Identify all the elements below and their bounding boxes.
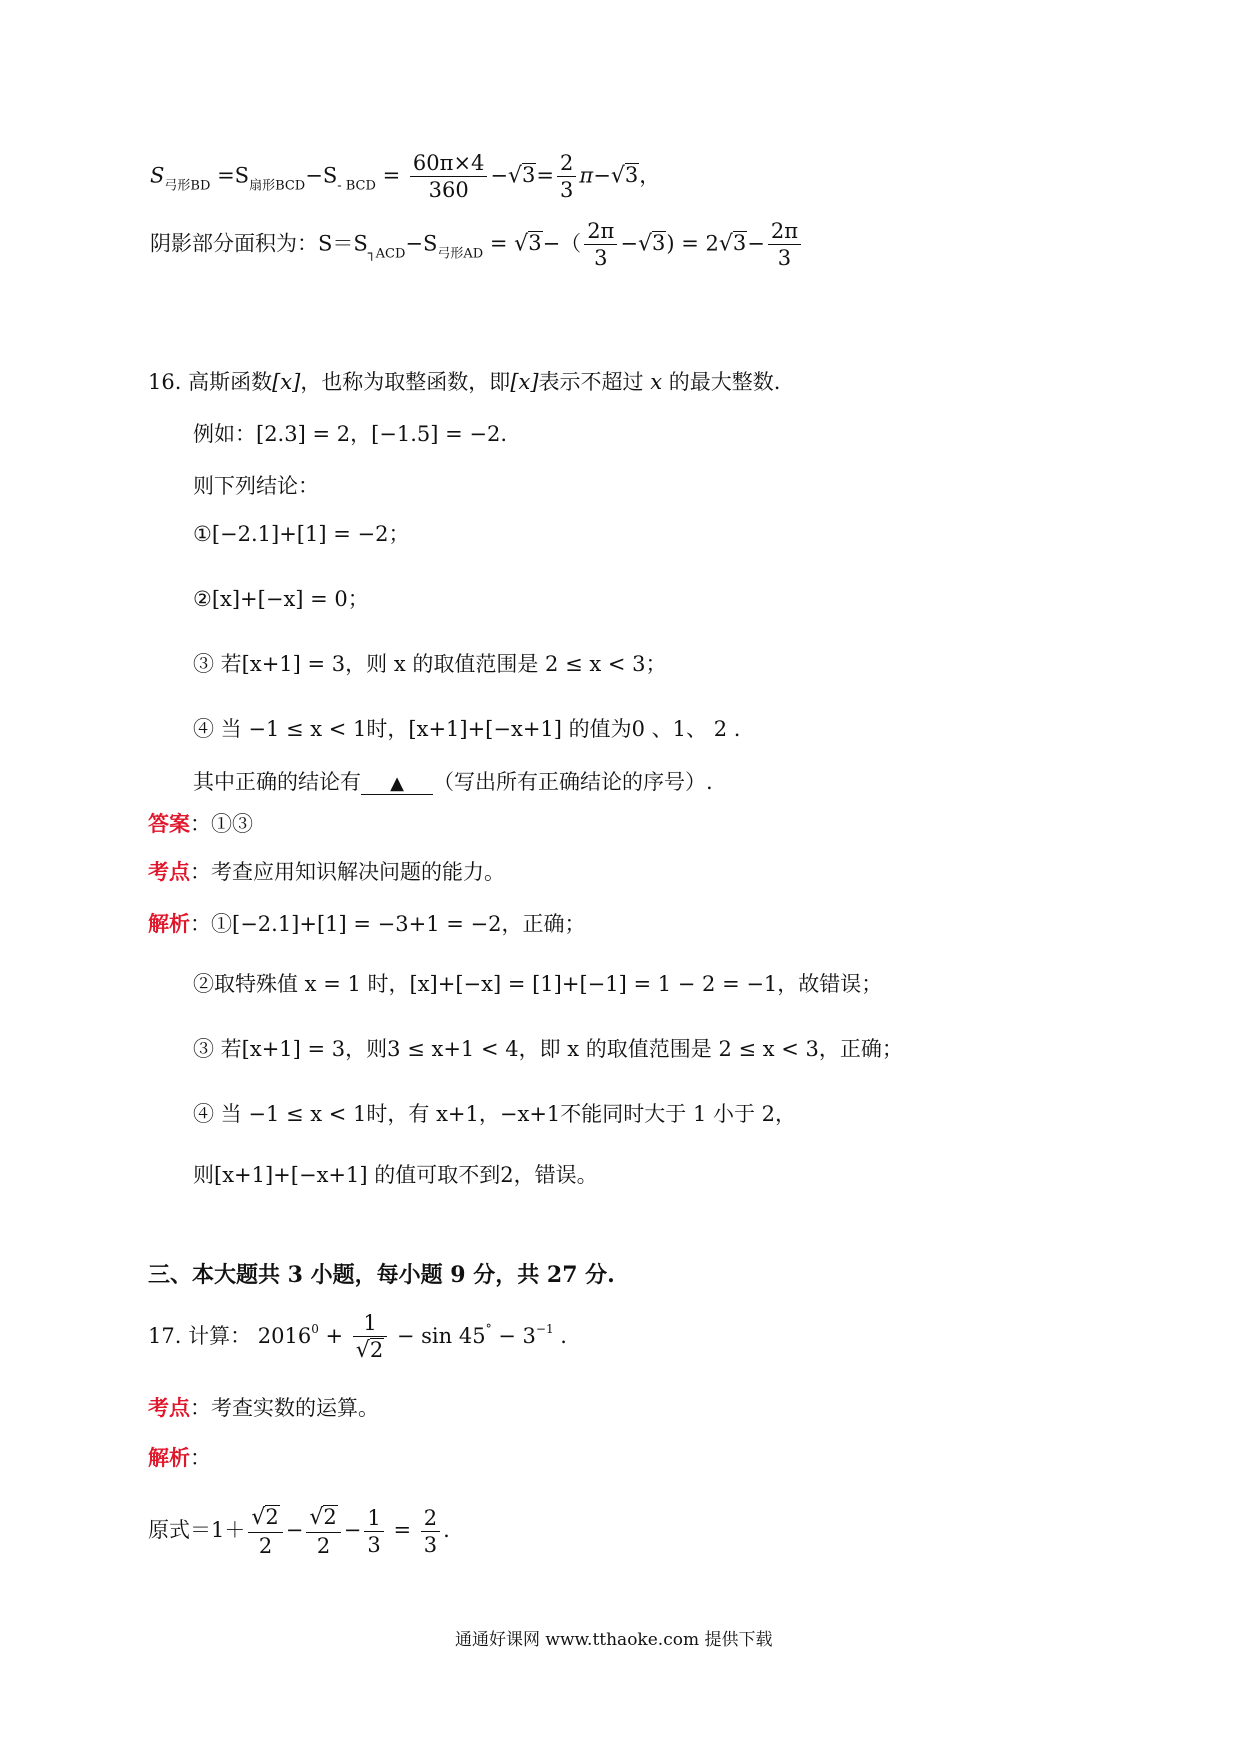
fraction: [248, 1504, 282, 1559]
radical-sign: √: [355, 1338, 370, 1364]
s-symbol: S: [422, 231, 438, 256]
s-symbol: S: [234, 163, 250, 188]
point-label: 考点: [148, 1396, 190, 1420]
minus: −: [593, 163, 611, 188]
minus: −: [490, 163, 509, 188]
radicand: 3: [528, 231, 542, 256]
var-x: x: [650, 370, 663, 394]
point-text: ：考查实数的运算。: [190, 1396, 379, 1420]
denominator: 360: [428, 178, 469, 203]
paren-open: −（: [542, 231, 582, 256]
numerator: [248, 1504, 282, 1533]
period: .: [443, 1517, 450, 1542]
point-label: 考点: [148, 860, 190, 884]
q16-analysis-1: [148, 912, 585, 937]
expr: S＝S: [318, 231, 368, 256]
numerator: [306, 1504, 340, 1533]
q16-analysis-4: ④ 当 −1 ≤ x < 1时，有 x+1，−x+1不能同时大于 1 小于 2，: [193, 1102, 797, 1126]
radicand: 3: [732, 231, 747, 256]
q16-stem-d: 的最大整数.: [668, 370, 781, 394]
q16-example: [193, 422, 507, 447]
denominator: [353, 1337, 387, 1365]
q17-stem-c: − 3: [491, 1323, 536, 1348]
q16-stem-c: 表示不超过: [538, 370, 644, 394]
denominator: 3: [594, 246, 608, 271]
analysis-label: 解析: [148, 912, 190, 936]
analysis-line: ：①[−2.1]+[1] = −3+1 = −2，正确；: [190, 912, 586, 936]
work-line-2: [150, 218, 804, 272]
fraction: [306, 1504, 340, 1559]
example-expr: [2.3] = 2，[−1.5] = −2.: [256, 422, 508, 446]
denominator: 3: [367, 1532, 381, 1557]
radical-sign: √: [251, 1505, 266, 1530]
subscript: - BCD: [337, 178, 376, 194]
equals: =: [536, 163, 555, 188]
denominator: 3: [560, 178, 574, 203]
section-3-heading: 三、本大题共 3 小题，每小题 9 分，共 27 分.: [148, 1262, 615, 1288]
bracket-x: [x]: [272, 370, 301, 394]
fraction: [584, 218, 617, 272]
q16-ask: [193, 770, 713, 795]
page-footer: 通通好课网 www.tthaoke.com 提供下载: [455, 1630, 773, 1650]
equals: =: [386, 1517, 418, 1542]
radical-sign: √: [514, 231, 529, 257]
q16-item-2: ②[x]+[−x] = 0；: [193, 587, 369, 611]
numerator: 2π: [768, 218, 801, 245]
fraction: [410, 150, 487, 204]
q16-analysis-5: 则[x+1]+[−x+1] 的值可取不到2，错误。: [193, 1163, 598, 1187]
denominator: 3: [777, 246, 792, 271]
q16-stem-b: ，也称为取整函数，即: [300, 370, 511, 394]
exponent: −1: [535, 1321, 554, 1336]
pi: π: [579, 163, 594, 188]
q16-item-4: ④ 当 −1 ≤ x < 1时，[x+1]+[−x+1] 的值为0 、1、 2 .: [193, 717, 741, 741]
radicand: 3: [522, 163, 536, 188]
numerator: 2: [421, 1505, 440, 1532]
q16-stem-a: 16. 高斯函数: [148, 370, 273, 394]
radicand: 2: [265, 1505, 279, 1529]
fraction: [768, 218, 801, 272]
q17-point: [148, 1396, 379, 1421]
plus: +: [318, 1323, 350, 1348]
radical-sign: √: [610, 163, 625, 189]
subscript: 弓形AD: [437, 246, 484, 262]
numerator: 1: [353, 1310, 387, 1337]
radical-sign: √: [718, 231, 733, 257]
q17-calc: [148, 1504, 450, 1559]
q16-answer: [148, 812, 253, 837]
work-line-1: [150, 150, 660, 204]
comma: ，: [639, 163, 661, 188]
answer-blank: ▲: [361, 774, 433, 795]
fraction: [353, 1310, 387, 1365]
denominator: 2: [258, 1533, 273, 1558]
q16-item-1: ①[−2.1]+[1] = −2；: [193, 522, 410, 546]
degree: °: [485, 1321, 492, 1336]
minus: −: [285, 1517, 304, 1542]
q16-item-3: ③ 若[x+1] = 3，则 x 的取值范围是 2 ≤ x < 3；: [193, 652, 667, 676]
subscript: 弓形BD: [164, 178, 211, 194]
radical-sign: √: [309, 1505, 324, 1530]
fraction: [364, 1505, 383, 1559]
equals: =: [382, 163, 401, 188]
fraction: [421, 1505, 440, 1559]
numerator: 2: [557, 150, 576, 177]
subscript: 扇形BCD: [249, 178, 306, 194]
radicand: 3: [624, 163, 639, 188]
minus: −: [747, 231, 765, 256]
numerator: 60π×4: [410, 150, 487, 177]
radicand: 3: [652, 231, 666, 256]
numerator: 2π: [584, 218, 617, 245]
calc-label: 原式＝1＋: [148, 1517, 246, 1542]
q17-stem-a: 17. 计算： 2016: [148, 1323, 312, 1348]
denominator: 2: [316, 1533, 331, 1558]
numerator: 1: [364, 1505, 383, 1532]
ask-hint: （写出所有正确结论的序号）.: [433, 770, 713, 794]
radical-sign: √: [508, 163, 523, 189]
q16-stem: [148, 370, 780, 395]
minus: −: [343, 1517, 362, 1542]
q16-point: [148, 860, 505, 885]
analysis-colon: ：: [190, 1446, 211, 1470]
paren-close: ) = 2: [666, 231, 719, 256]
equals: =: [217, 163, 235, 188]
s-symbol: S: [150, 163, 165, 188]
answer-text: ：①③: [190, 812, 253, 836]
minus: −: [620, 231, 638, 256]
q17-stem: [148, 1310, 567, 1365]
exponent: 0: [311, 1321, 319, 1336]
q17-stem-b: − sin 45: [390, 1323, 486, 1348]
q16-intro: 则下列结论：: [193, 474, 319, 498]
minus: −: [405, 231, 423, 256]
point-text: ：考查应用知识解决问题的能力。: [190, 860, 505, 884]
q17-stem-d: .: [553, 1323, 567, 1348]
answer-label: 答案: [148, 812, 190, 836]
denominator: 3: [423, 1532, 438, 1557]
bracket-x: [x]: [510, 370, 539, 394]
radicand: 2: [323, 1505, 337, 1529]
s-symbol: S: [322, 163, 338, 188]
equals: =: [489, 231, 508, 256]
analysis-label: 解析: [148, 1446, 190, 1470]
radical-sign: √: [637, 231, 652, 257]
subscript: ┐ACD: [367, 246, 406, 262]
ask-text: 其中正确的结论有: [193, 770, 361, 794]
q17-analysis: [148, 1446, 211, 1471]
minus: −: [305, 163, 323, 188]
example-label: 例如：: [193, 422, 256, 446]
shaded-area-label: 阴影部分面积为：: [150, 231, 318, 256]
radicand: 2: [369, 1338, 384, 1363]
q16-analysis-2: ②取特殊值 x = 1 时，[x]+[−x] = [1]+[−1] = 1 − 2 = −1，故错误；: [193, 972, 883, 996]
q16-analysis-3: ③ 若[x+1] = 3，则3 ≤ x+1 < 4，即 x 的取值范围是 2 ≤ x < 3，正确；: [193, 1037, 903, 1061]
fraction: [557, 150, 576, 204]
